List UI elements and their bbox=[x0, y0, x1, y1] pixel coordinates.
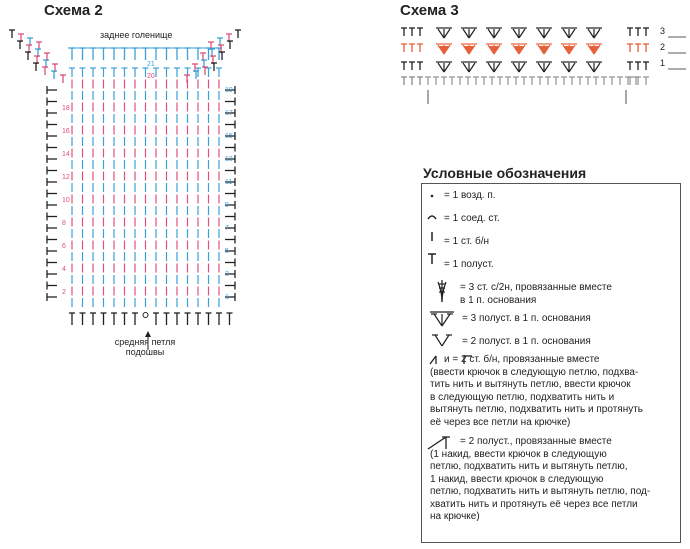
fan-leg bbox=[538, 63, 544, 72]
row-number-left: 14 bbox=[62, 151, 70, 158]
legend-item bbox=[444, 236, 489, 249]
fan-leg bbox=[469, 29, 475, 38]
fan-leg bbox=[594, 63, 600, 72]
fan-leg bbox=[544, 29, 550, 38]
fan-leg bbox=[438, 29, 444, 38]
fan-leg bbox=[444, 63, 450, 72]
fan-leg bbox=[463, 63, 469, 72]
fan-leg bbox=[494, 29, 500, 38]
fan-leg bbox=[513, 63, 519, 72]
row-number-right: 3 bbox=[225, 271, 229, 278]
row-number-left: 4 bbox=[62, 266, 66, 273]
fan-leg bbox=[519, 29, 525, 38]
row-number-left: 10 bbox=[62, 197, 70, 204]
fan-leg bbox=[488, 63, 494, 72]
row-number-right: 1 bbox=[225, 294, 229, 301]
hdc-icon bbox=[428, 254, 436, 264]
legend-line: = 1 возд. п. bbox=[444, 190, 496, 201]
hdc3-fan-icon bbox=[430, 312, 454, 326]
fan-leg bbox=[569, 29, 575, 38]
fan-leg bbox=[569, 63, 575, 72]
legend-line: на крючке) bbox=[430, 511, 480, 522]
row-number-left: 18 bbox=[62, 105, 70, 112]
legend-line: в 1 п. основания bbox=[460, 294, 537, 306]
fan-leg bbox=[588, 29, 594, 38]
legend-line: = 2 полуст., провязанные вместе bbox=[460, 436, 612, 447]
row-number-right: 15 bbox=[225, 133, 233, 140]
row-number-right: 11 bbox=[225, 179, 233, 186]
fan-leg bbox=[588, 63, 594, 72]
fan-leg bbox=[444, 29, 450, 38]
fan-leg bbox=[469, 63, 475, 72]
row-number-right: 13 bbox=[225, 156, 233, 163]
legend-line: вытянуть петлю, подхватить нить и протянуть bbox=[430, 404, 644, 415]
legend-line: = 3 полуст. в 1 п. основания bbox=[462, 313, 591, 324]
legend-item bbox=[430, 354, 643, 429]
fan-leg bbox=[519, 63, 525, 72]
scheme3-title: Схема 3 bbox=[400, 2, 459, 19]
legend-line: хватить нить и протянуть её через все петли bbox=[430, 498, 638, 510]
legend-title: Условные обозначения bbox=[423, 165, 587, 181]
legend-item bbox=[444, 213, 500, 226]
fan-leg bbox=[494, 63, 500, 72]
top-row-number: 21 bbox=[147, 61, 155, 68]
row-number-right: 5 bbox=[225, 248, 229, 255]
row-number-left: 6 bbox=[62, 243, 66, 250]
row-number-right: 17 bbox=[225, 110, 233, 117]
scheme3-diagram bbox=[398, 22, 688, 132]
legend-item bbox=[444, 259, 494, 272]
fan-leg bbox=[513, 29, 519, 38]
legend-item bbox=[462, 336, 591, 349]
row-number-left: 2 bbox=[62, 289, 66, 296]
arrow-head bbox=[145, 331, 151, 337]
legend-item bbox=[430, 436, 650, 524]
fan-leg bbox=[438, 63, 444, 72]
row-number-left: 16 bbox=[62, 128, 70, 135]
hdc2-v-icon bbox=[432, 335, 452, 346]
fan-leg bbox=[463, 29, 469, 38]
row-number-left: 12 bbox=[62, 174, 70, 181]
top-row-number: 20 bbox=[147, 73, 155, 80]
legend-item bbox=[462, 313, 591, 326]
scheme2-title: Схема 2 bbox=[44, 2, 103, 19]
legend-line: (ввести крючок в следующую петлю, подхва- bbox=[430, 366, 639, 378]
bottom-label-line2: подошвы bbox=[125, 347, 165, 357]
scheme3-row-number: 3 bbox=[660, 26, 666, 36]
legend-line: тить нить и вытянуть петлю, ввести крючок bbox=[430, 379, 631, 390]
legend-box bbox=[421, 183, 681, 543]
legend-line: = 1 полуст. bbox=[444, 259, 494, 270]
legend-line: петлю, подхватить нить и вытянуть петлю, bbox=[430, 461, 628, 472]
scheme3-row-number: 1 bbox=[660, 58, 666, 68]
row-number-right: 19 bbox=[225, 87, 233, 94]
row-number-right: 9 bbox=[225, 202, 229, 209]
scheme2-diagram bbox=[0, 0, 250, 360]
legend-line: (1 накид, ввести крючок в следующую bbox=[430, 448, 607, 460]
middle-loop bbox=[143, 313, 148, 318]
legend-line: петлю, подхватить нить и вытянуть петлю, под- bbox=[430, 486, 651, 497]
fan-leg bbox=[563, 29, 569, 38]
row-number-left: 8 bbox=[62, 220, 66, 227]
legend-line: в следующую петлю, подхватить нить и bbox=[430, 391, 615, 403]
scheme2-top-label: заднее голенище bbox=[100, 30, 173, 40]
dot-icon bbox=[431, 195, 434, 198]
dc3tog-icon bbox=[438, 280, 446, 302]
fan-leg bbox=[594, 29, 600, 38]
legend-line: = 3 ст. с/2н, провязанные вместе bbox=[460, 282, 612, 293]
fan-leg bbox=[538, 29, 544, 38]
row-number-right: 7 bbox=[225, 225, 229, 232]
bottom-label-line1: средняя петля bbox=[114, 337, 176, 347]
legend-line: = 2 полуст. в 1 п. основания bbox=[462, 336, 591, 347]
fan-leg bbox=[544, 63, 550, 72]
fan-leg bbox=[488, 29, 494, 38]
legend-item bbox=[444, 190, 496, 203]
fan-leg bbox=[563, 63, 569, 72]
legend-line: = 1 ст. б/н bbox=[444, 236, 490, 247]
legend-line: = 1 соед. ст. bbox=[444, 213, 500, 224]
legend-item bbox=[460, 282, 612, 307]
legend-line: 1 накид, ввести крючок в следующую bbox=[430, 473, 604, 485]
scheme3-row-number: 2 bbox=[660, 42, 666, 52]
legend-line: и = 2 ст. б/н, провязанные вместе bbox=[444, 354, 600, 365]
legend-line: её через все петли на крючке) bbox=[430, 416, 571, 428]
arc-icon bbox=[428, 216, 436, 219]
